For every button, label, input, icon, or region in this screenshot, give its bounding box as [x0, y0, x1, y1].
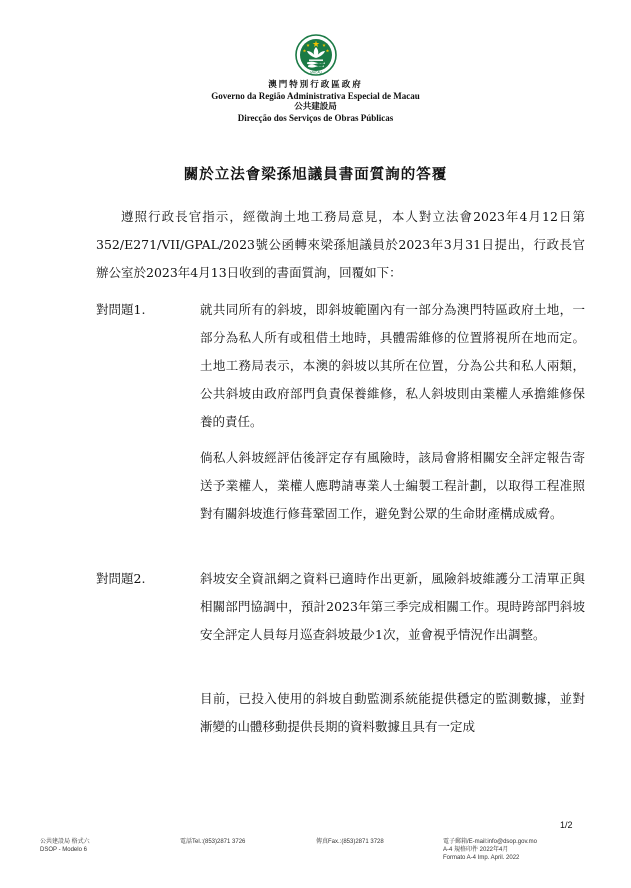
answer-1-label: 對問題1.	[96, 302, 146, 317]
footer-email: 電子郵箱/E-mail:info@dsop.gov.mo	[443, 839, 538, 845]
emblem-text: MACAU	[309, 70, 322, 75]
answer-2-paragraph-1: 斜坡安全資訊網之資料已適時作出更新，風險斜坡維護分工清單正與相關部門協調中，預計2023年第三季完成相關工作。現時跨部門斜坡安全評定人員每月巡查斜坡最少1次，並會視乎情況作出調整。	[200, 571, 585, 642]
intro-paragraph: 遵照行政長官指示，經徵詢土地工務局意見，本人對立法會2023年4月12日第352/E271/VII/GPAL/2023號公函轉來梁孫旭議員於2023年3月31日提出，行政長官辦公室於2023年4月13日收到的書面質詢，回覆如下：	[96, 209, 585, 280]
answer-2-paragraph-2: 目前，已投入使用的斜坡自動監測系統能提供穩定的監測數據，並對漸變的山體移動提供長期的資料數據且具有一定成	[200, 691, 585, 734]
department-name-zh: 公共建設局	[294, 102, 337, 112]
page-number: 1/2	[560, 820, 573, 830]
answer-2-label: 對問題2.	[96, 571, 146, 586]
document-title: 關於立法會梁孫旭議員書面質詢的答覆	[183, 166, 448, 183]
department-name-pt: Direcção dos Serviços de Obras Públicas	[237, 113, 394, 123]
footer-fax: 傳真Fax.:(853)2871 3728	[316, 839, 384, 845]
footer-form-pt: DSOP - Modelo 6	[40, 847, 87, 853]
footer-telephone: 電話Tel.:(853)2871 3726	[180, 839, 246, 845]
answer-1-paragraph-1: 就共同所有的斜坡，即斜坡範圍內有一部分為澳門特區政府土地，一部分為私人所有或租借土地時，具體需維修的位置將視所在地而定。土地工務局表示，本澳的斜坡以其所在位置，分為公共和私人兩類，公共斜坡由政府部門負責保養維修，私人斜坡則由業權人承擔維修保養的責任。	[200, 302, 585, 429]
government-name-zh: 澳門特別行政區政府	[268, 80, 363, 90]
document-footer	[40, 838, 600, 878]
document-header	[0, 34, 631, 124]
answer-1-paragraph-2: 倘私人斜坡經評估後評定存有風險時，該局會將相關安全評定報告寄送予業權人，業權人應聘請專業人士編製工程計劃，以取得工程准照對有關斜坡進行修葺鞏固工作，避免對公眾的生命財產構成威脅。	[200, 450, 585, 521]
government-name-pt: Governo da Região Administrativa Especial de Macau	[211, 91, 420, 101]
macau-emblem-icon	[295, 34, 337, 76]
footer-format-pt: Formato A-4 Imp. April. 2022	[443, 855, 520, 861]
footer-form-zh: 公共建設局 格式六	[40, 839, 90, 845]
footer-format-zh: A-4 規格印件 2022年4月	[443, 847, 509, 853]
